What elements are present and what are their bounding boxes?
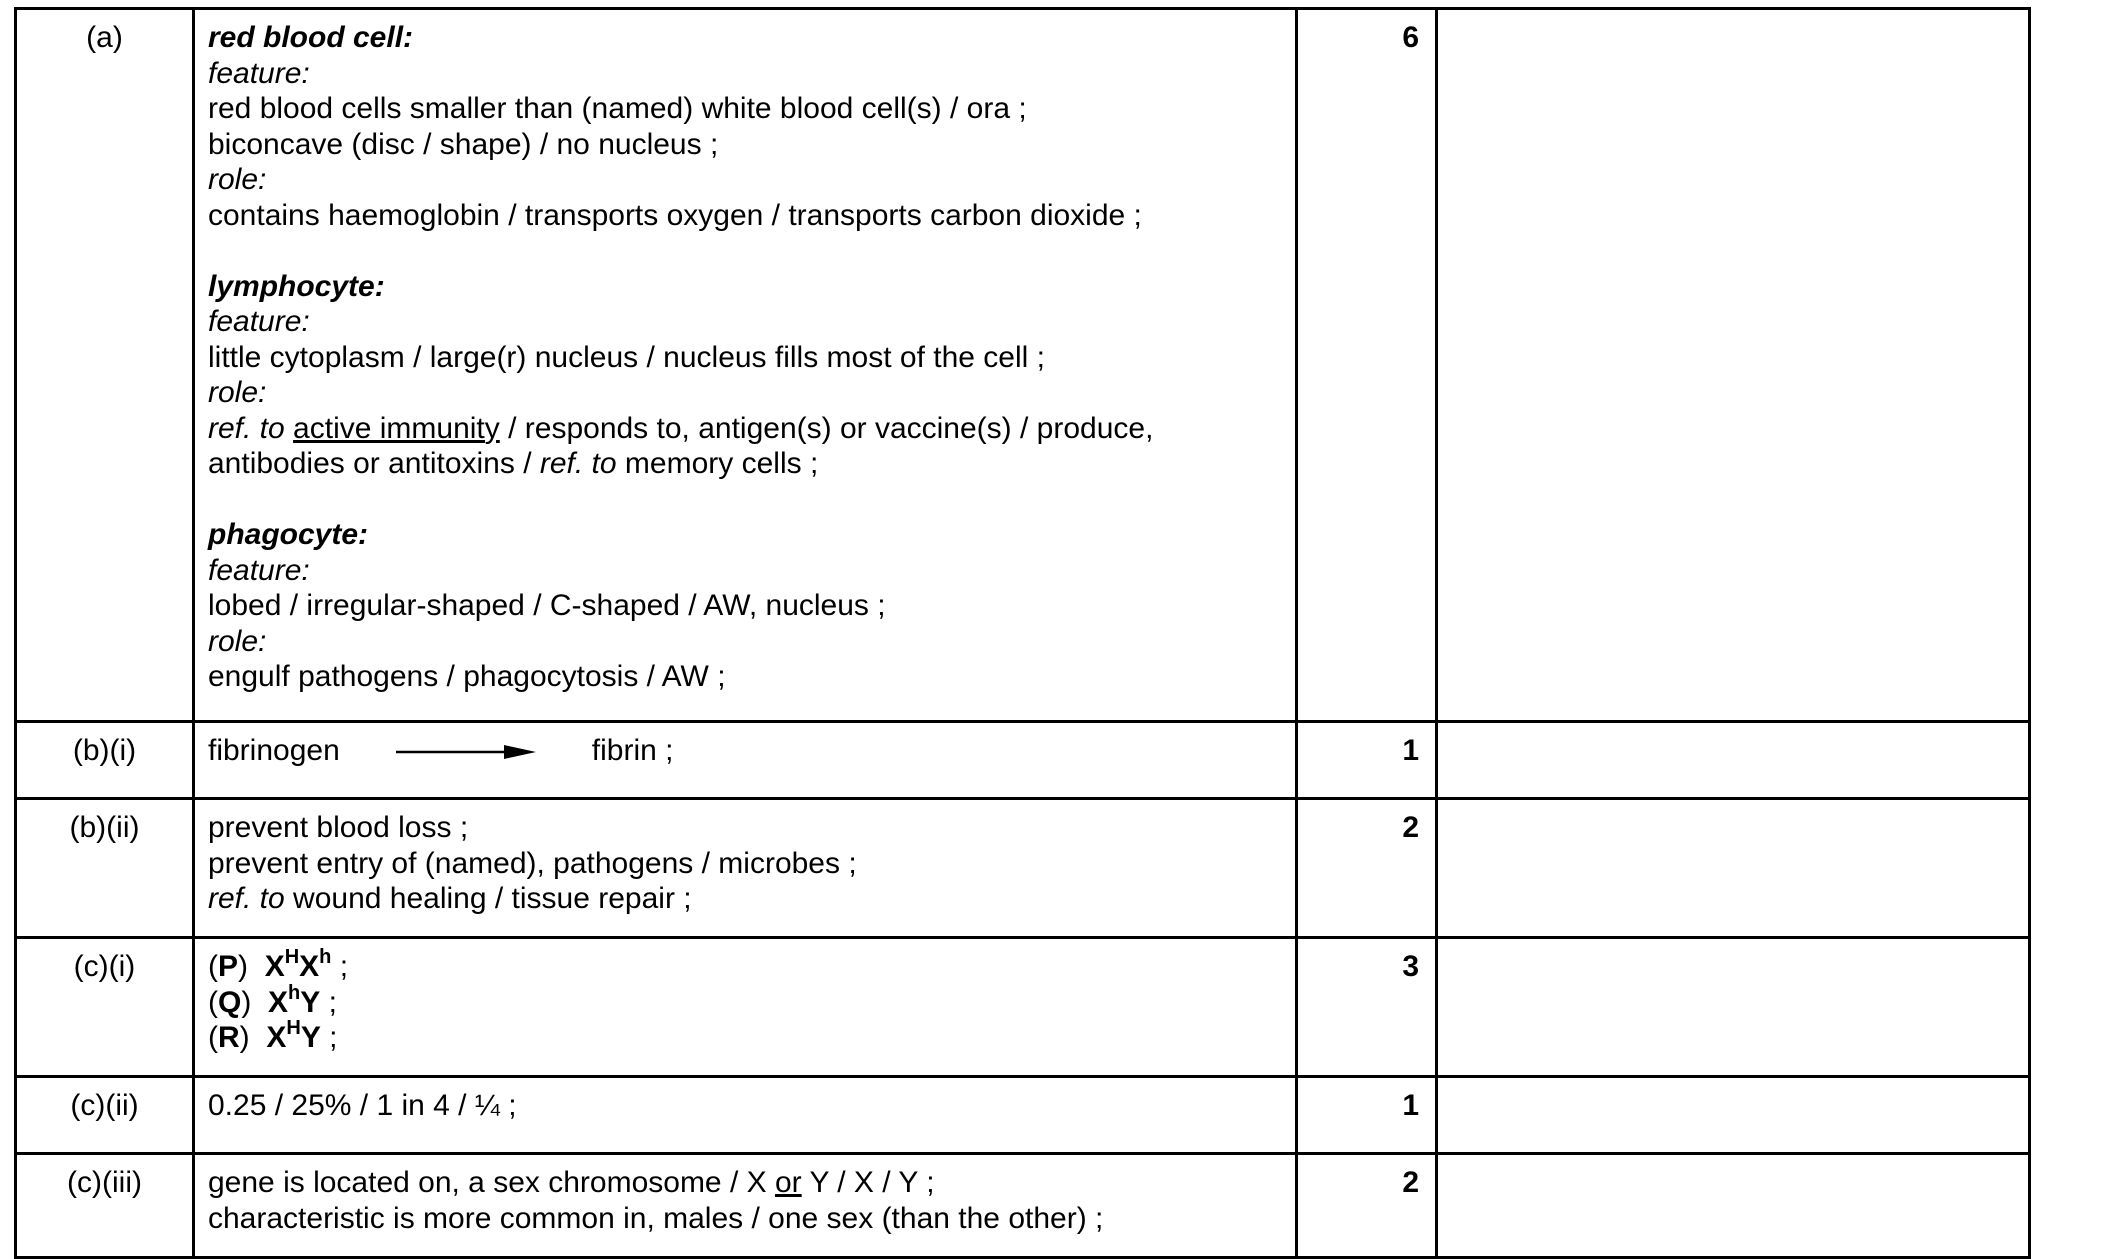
table-row-b-ii bbox=[16, 799, 2030, 938]
role-label: role: bbox=[208, 163, 267, 196]
answer-line: 0.25 / 25% / 1 in 4 / ¼ ; bbox=[208, 1089, 517, 1122]
genotype: $X^HY$ bbox=[266, 1017, 321, 1054]
answer-line bbox=[208, 411, 1285, 447]
genotype-line: (Q) $X^hY$ ; bbox=[208, 981, 337, 1019]
guidance-cell bbox=[1437, 1154, 2030, 1258]
guidance-cell bbox=[1437, 722, 2030, 799]
answer-line: engulf pathogens / phagocytosis / AW ; bbox=[208, 660, 726, 693]
table-row-a bbox=[16, 9, 2030, 722]
product-text: fibrin ; bbox=[591, 734, 674, 767]
feature-label: feature: bbox=[208, 56, 310, 90]
underlined-term: active immunity bbox=[293, 411, 500, 445]
mark-scheme-table bbox=[14, 7, 2031, 1259]
answer-line: gene is located on, a sex chromosome / X or Y / X / Y ; bbox=[208, 1166, 935, 1199]
answer-cell bbox=[194, 722, 1297, 799]
guidance-cell bbox=[1437, 9, 2030, 722]
question-number: (b)(i) bbox=[16, 722, 194, 799]
answer-text: memory cells ; bbox=[616, 447, 819, 480]
parent-label: Q bbox=[218, 985, 242, 1019]
answer-line bbox=[208, 733, 1285, 769]
answer-text: antibodies or antitoxins / bbox=[208, 447, 540, 480]
guidance-cell bbox=[1437, 938, 2030, 1077]
answer-line: contains haemoglobin / transports oxygen / transports carbon dioxide ; bbox=[208, 198, 1142, 232]
question-number: (c)(ii) bbox=[16, 1077, 194, 1154]
guidance-cell bbox=[1437, 1077, 2030, 1154]
answer-line bbox=[208, 881, 1285, 917]
answer-line: red blood cells smaller than (named) white blood cell(s) / ora ; bbox=[208, 92, 1027, 125]
answer-line: prevent entry of (named), pathogens / microbes ; bbox=[208, 846, 857, 880]
arrow-right-icon bbox=[396, 742, 536, 762]
ref-to-text: ref. to bbox=[539, 447, 617, 480]
genotype: $X^HX^h$ bbox=[264, 946, 332, 983]
answer-line bbox=[208, 446, 1285, 482]
answer-cell bbox=[194, 938, 1297, 1077]
table-row-c-i bbox=[16, 938, 2030, 1077]
genotype-line: (P) $X^HX^h$ ; bbox=[208, 946, 349, 983]
section-heading: red blood cell: bbox=[208, 21, 414, 54]
reactant-text: fibrinogen bbox=[208, 734, 340, 767]
parent-label: R bbox=[218, 1021, 240, 1054]
role-label: role: bbox=[208, 376, 267, 409]
question-number: (c)(i) bbox=[16, 938, 194, 1077]
table-row-b-i bbox=[16, 722, 2030, 799]
genotype: $X^hY$ bbox=[268, 981, 321, 1019]
ref-to-text: ref. to bbox=[208, 411, 285, 445]
answer-text: / responds to, antigen(s) or vaccine(s) / produce, bbox=[499, 411, 1154, 445]
answer-cell bbox=[194, 1077, 1297, 1154]
section-heading: phagocyte: bbox=[208, 518, 369, 551]
section-heading: lymphocyte: bbox=[208, 269, 385, 303]
table-row-c-iii bbox=[16, 1154, 2030, 1258]
marks-value: 2 bbox=[1297, 1154, 1437, 1258]
underlined-term: or bbox=[774, 1166, 802, 1199]
parent-label: P bbox=[218, 950, 239, 983]
feature-label: feature: bbox=[208, 553, 310, 587]
marks-value: 2 bbox=[1297, 799, 1437, 938]
marks-value: 3 bbox=[1297, 938, 1437, 1077]
answer-line: prevent blood loss ; bbox=[208, 811, 469, 844]
answer-cell bbox=[194, 1154, 1297, 1258]
answer-line: characteristic is more common in, males / one sex (than the other) ; bbox=[208, 1201, 1104, 1235]
marks-value: 1 bbox=[1297, 1077, 1437, 1154]
marks-value: 1 bbox=[1297, 722, 1437, 799]
genotype-line: (R) $X^HY$ ; bbox=[208, 1017, 338, 1054]
ref-to-text: ref. to bbox=[208, 882, 285, 915]
question-number: (a) bbox=[16, 9, 194, 722]
answer-text: wound healing / tissue repair ; bbox=[284, 882, 692, 915]
question-number: (b)(ii) bbox=[16, 799, 194, 938]
question-number: (c)(iii) bbox=[16, 1154, 194, 1258]
answer-cell bbox=[194, 9, 1297, 722]
feature-label: feature: bbox=[208, 305, 310, 338]
answer-line: biconcave (disc / shape) / no nucleus ; bbox=[208, 127, 719, 161]
marks-value: 6 bbox=[1297, 9, 1437, 722]
answer-line: little cytoplasm / large(r) nucleus / nucleus fills most of the cell ; bbox=[208, 340, 1045, 374]
table-row-c-ii bbox=[16, 1077, 2030, 1154]
role-label: role: bbox=[208, 624, 267, 658]
guidance-cell bbox=[1437, 799, 2030, 938]
answer-line: lobed / irregular-shaped / C-shaped / AW, nucleus ; bbox=[208, 589, 886, 622]
answer-cell bbox=[194, 799, 1297, 938]
